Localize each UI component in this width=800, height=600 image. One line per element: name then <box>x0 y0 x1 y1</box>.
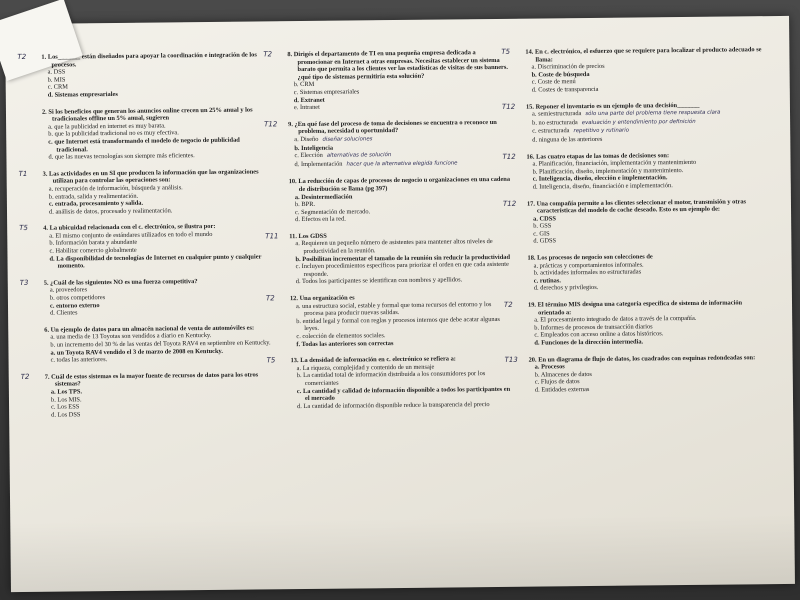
option-text: Incluyen procedimientos específicos para priorizar el orden en que cada asistente responde. <box>301 261 509 278</box>
option-letter: a. <box>531 110 537 118</box>
handwritten-topic-tag: T5 <box>19 224 28 233</box>
option-text: Planificación, diseño, implementación y mantenimiento. <box>538 166 684 176</box>
option-text: CRM <box>53 83 69 91</box>
option-letter: a. <box>49 232 54 240</box>
question-number: 4. <box>43 224 49 233</box>
option-letter: b. <box>533 222 539 230</box>
handwritten-topic-tag: T12 <box>501 102 516 111</box>
option-letter: a. <box>532 160 538 168</box>
option-text: entorno externo <box>56 301 100 310</box>
option-correct <box>528 337 766 347</box>
option-letter: e. <box>293 104 299 112</box>
option-text: Diseño <box>300 135 319 143</box>
option <box>527 181 765 191</box>
question-stem: Los GDSS <box>298 232 327 240</box>
question-stem: ¿En qué fase del proceso de toma de decisiones se encuentra o reconoce un problema, necesidad u oportunidad? <box>294 118 497 136</box>
question-number: 8. <box>287 51 293 59</box>
option-text: DSS <box>53 68 66 76</box>
option-text: Habilitar comercio globalmente <box>55 246 137 255</box>
option-text: Implementación <box>300 160 343 168</box>
handwritten-note: repetitivo y rutinario <box>573 127 630 135</box>
option-text: GIS <box>539 230 550 238</box>
option-text: Sistemas empresariales <box>54 90 118 99</box>
handwritten-note: evaluación y entendimiento por definición <box>581 118 696 126</box>
option-letter: c. <box>50 356 56 364</box>
option-text: Los TPS. <box>57 388 83 396</box>
column-middle <box>263 49 516 420</box>
option-text: Todas las anteriores son correctas <box>301 339 394 348</box>
option-text: GDSS <box>539 237 557 246</box>
option-letter: a. <box>294 135 299 144</box>
question-number: 15. <box>525 103 534 111</box>
question-stem: Cuál de estos sistemas es la mayor fuente de recursos de datos para los otros sistemas? <box>51 371 259 388</box>
option-text: Requieren un pequeño número de asistentes para mantener altos niveles de productividad en la reunión. <box>301 238 493 256</box>
option-text: Procesos <box>541 363 565 371</box>
question-block <box>265 293 513 348</box>
option-text: no estructurada <box>538 118 578 127</box>
option-text: entrada, procesamiento y salida. <box>54 199 144 208</box>
option-text: Segmentación de mercado. <box>301 207 371 216</box>
option-letter: d. <box>532 183 538 191</box>
question-stem: ¿Cuál de las siguientes NO es una fuerza competitiva? <box>50 277 198 287</box>
question-stem: En un diagrama de flujo de datos, los cuadrados con esquinas redondeadas son: <box>538 353 756 364</box>
question-number: 3. <box>42 170 48 178</box>
option <box>43 206 271 216</box>
option-letter: c. <box>48 200 54 208</box>
question-number: 11. <box>289 232 297 241</box>
option-letter: d. <box>51 411 56 419</box>
option-letter: c. <box>294 208 300 216</box>
option-correct <box>43 253 271 271</box>
option-letter: b. <box>532 119 537 127</box>
option-letter: c. <box>531 78 537 86</box>
question-block <box>17 51 269 99</box>
option-letter: a. <box>48 123 53 131</box>
option-letter: b. <box>294 144 300 152</box>
option-text: Todos los participantes se identifican con nombres y apellidos. <box>302 276 463 286</box>
option-letter: d. <box>533 238 539 246</box>
option <box>289 214 511 224</box>
question-number: 16. <box>526 153 535 161</box>
question-number: 2. <box>41 108 47 116</box>
option-letter: b. <box>48 193 54 201</box>
option <box>526 84 764 94</box>
question-stem: La ubicuidad relacionada con el c. electrónico, se ilustra por: <box>49 223 216 232</box>
option-text: La cantidad total de información distribuida a los consumidores por los comerciantes <box>303 370 486 387</box>
handwritten-topic-tag: T5 <box>501 47 511 56</box>
handwritten-topic-tag: T13 <box>504 355 518 364</box>
option-letter: a. <box>533 262 539 270</box>
option-text: La cantidad y calidad de información disponible a todos los participantes en el mercado <box>302 385 511 403</box>
question-number: 5. <box>43 279 49 287</box>
option-letter: b. <box>531 71 537 79</box>
option <box>288 159 510 170</box>
option-text: CRM <box>300 81 315 89</box>
option-text: Información barata y abundante <box>55 239 138 248</box>
handwritten-topic-tag: T12 <box>264 120 278 129</box>
option-text: Flujos de datos <box>540 378 580 386</box>
option-letter: a. <box>531 63 537 71</box>
question-number: 18. <box>527 254 536 262</box>
option-text: Coste de búsqueda <box>538 70 590 79</box>
option-text: estructurada <box>538 127 570 135</box>
question-stem: Si los beneficios que generan los anuncios online crecen un 25% anual y los tradicionales offline un 5% anual, sugieren <box>48 106 253 123</box>
question-stem: Una compañía permite a los clientes seleccionar el motor, transmisión y otras características del modelo de coche deseado. Esto es un ejemplo de: <box>536 197 747 215</box>
option-letter: c. <box>49 302 55 310</box>
option-text: GSS <box>539 222 552 230</box>
handwritten-topic-tag: T3 <box>19 278 29 287</box>
option-letter: b. <box>47 76 53 84</box>
question-number: 20. <box>528 356 537 364</box>
option-letter: b. <box>532 168 538 176</box>
option-text: que las nuevas tecnologías son siempre más eficientes. <box>54 152 195 161</box>
option-text: Clientes <box>56 309 78 317</box>
question-block <box>502 151 764 191</box>
option-text: Los ESS <box>57 403 80 411</box>
option-letter: a. <box>48 185 54 193</box>
option-text: proveedores <box>55 286 88 295</box>
question-number: 19. <box>527 301 537 309</box>
question-stem: La densidad de información en c. electrónico se refiera a: <box>300 355 456 365</box>
option-letter: f. <box>296 340 301 348</box>
question-number: 10. <box>288 178 297 186</box>
handwritten-topic-tag: T12 <box>502 152 516 161</box>
option-text: recuperación de información, búsqueda y análisis. <box>54 184 183 193</box>
option-letter: c. <box>47 84 53 92</box>
option <box>290 276 512 286</box>
option-letter: d. <box>48 153 54 161</box>
option-letter: d. <box>534 339 540 347</box>
option-letter: a. <box>534 363 540 371</box>
option-text: una media de 13 Toyotas son vendidos a diario en Kentucky. <box>56 332 212 342</box>
option-text: Inteligencia, diseño, elección e implementación. <box>538 174 668 183</box>
question-block <box>266 355 514 410</box>
question-block <box>264 118 510 170</box>
question-number: 1. <box>41 53 47 61</box>
question-block <box>502 197 765 246</box>
question-number: 6. <box>44 326 50 334</box>
option-letter: d. <box>48 208 54 216</box>
option-text: Planificación, financiación, implementación y mantenimiento <box>538 159 697 168</box>
option-letter: b. <box>296 372 302 380</box>
option-letter: b. <box>48 130 54 139</box>
option-letter: d. <box>532 136 538 144</box>
option-letter: b. <box>295 255 301 263</box>
option-letter: d. <box>533 284 539 293</box>
question-stem: Los procesos de negocio son colecciones de <box>537 253 653 262</box>
question-stem: Una organización es <box>299 294 355 303</box>
option-letter: c. <box>533 230 538 238</box>
option-text: Los DSS <box>57 411 81 419</box>
option-letter: a. <box>50 388 56 396</box>
option-letter: d. <box>297 402 302 410</box>
option-letter: a. <box>50 334 55 342</box>
option <box>291 401 513 411</box>
option <box>42 151 270 161</box>
option-letter: b. <box>293 81 299 89</box>
option-letter: d. <box>534 386 540 394</box>
option-text: Intranet <box>299 103 320 112</box>
option-text: Costes de transparencia <box>538 85 599 94</box>
option-text: análisis de datos, procesado y realimentación. <box>55 207 173 216</box>
option-text: derechos y privilegios. <box>540 284 599 292</box>
option-letter: c. <box>294 152 299 160</box>
option-letter: b. <box>50 396 56 404</box>
option-text: Extranet <box>300 96 325 104</box>
option-text: Los MIS. <box>57 395 82 404</box>
option-text: una estructura social, estable y formal que toma recursos del entorno y los procesa para producir nuevas salidas. <box>302 300 492 318</box>
option-letter: b. <box>50 341 56 349</box>
option-letter: c. <box>48 138 53 146</box>
handwritten-topic-tag: T5 <box>266 356 276 365</box>
option-letter: d. <box>49 255 55 263</box>
option-letter: d. <box>50 309 55 317</box>
question-block <box>289 176 511 224</box>
option-letter: c. <box>293 89 299 97</box>
option-letter: c. <box>532 175 538 183</box>
option-text: colección de elementos sociales. <box>302 332 386 341</box>
handwritten-topic-tag: T2 <box>20 372 30 381</box>
option <box>528 283 766 293</box>
question-text <box>287 49 509 82</box>
handwritten-note: sólo una parte del problema tiene respuesta clara <box>585 109 721 118</box>
option-letter: d. <box>531 86 537 94</box>
question-number: 7. <box>44 373 50 381</box>
option-letter: c. <box>296 387 302 395</box>
option-letter: d. <box>295 278 301 286</box>
option <box>527 236 765 246</box>
option-letter: d. <box>294 160 300 168</box>
option-letter: b. <box>534 371 540 379</box>
option-text: otros competidores <box>56 294 106 302</box>
option-letter: a. <box>295 302 301 310</box>
option-letter: c. <box>534 378 540 386</box>
option-text: Inteligencia, diseño, financiación e implementación. <box>539 182 673 191</box>
option <box>45 355 273 365</box>
option-text: entrada, salida y realimentación. <box>55 192 139 201</box>
question-number: 17. <box>526 200 535 208</box>
option-text: Coste de menú <box>537 78 576 86</box>
handwritten-topic-tag: T2 <box>17 52 27 61</box>
option-letter: a. <box>47 68 53 76</box>
question-block <box>19 223 271 271</box>
question-number: 9. <box>288 120 293 128</box>
question-stem: Los_______ están diseñados para apoyar la coordinación e integración de los procesos. <box>47 51 257 69</box>
question-block <box>20 371 273 419</box>
option-text: Funciones de la dirección intermedia. <box>541 338 644 347</box>
question-block <box>19 277 272 317</box>
option-text: Posibilitan incrementar el tamaño de la reunión sin reducir la productividad <box>302 253 511 263</box>
option-text: BPR. <box>301 200 316 209</box>
column-right <box>501 46 767 403</box>
option-text: Efectos en la red. <box>301 215 346 224</box>
option-text: CDSS <box>539 215 556 223</box>
option-letter: a. <box>296 364 302 372</box>
paper-shadow <box>10 514 795 592</box>
option-letter: c. <box>51 403 56 411</box>
option-letter: b. <box>294 201 300 209</box>
handwritten-topic-tag: T2 <box>263 50 273 59</box>
question-stem: Dirigés el departamento de TI en una pequeña empresa dedicada a promocionar en Internet a otras empresas. Necesitas establecer un sistema barato que permita a los clientes ver las estadísticas de visitas de sus banners. ¿qué tipo de sistemas permitiría esta solución? <box>293 49 508 81</box>
column-left <box>17 51 273 428</box>
option-letter: a. <box>50 349 56 357</box>
option-text: Desintermediación <box>301 192 353 201</box>
question-number: 14. <box>525 48 534 56</box>
question-stem: Reponer el inventario es un ejemplo de una decisión_______ <box>535 101 700 111</box>
question-block <box>263 49 510 112</box>
option-text: que la publicidad en internet es muy barata. <box>54 122 166 131</box>
option-text: todas las anteriores. <box>56 356 108 364</box>
option-letter: a. <box>295 240 300 248</box>
option-letter: a. <box>533 215 538 223</box>
option-text: semiestructurada <box>538 110 582 118</box>
handwritten-note: alternativas de solución <box>326 152 392 159</box>
option-text: Sistemas empresariales <box>299 88 360 97</box>
option-letter: c. <box>49 247 54 255</box>
question-stem: Las actividades en un SI que producen la información que las organizaciones utilizan para controlar las operaciones son: <box>48 168 259 185</box>
option-letter: d. <box>47 91 53 99</box>
option-correct <box>290 338 512 348</box>
option <box>45 409 273 419</box>
option-text: Elección <box>300 151 323 160</box>
option-text: La riqueza, complejidad y contenido de un mensaje <box>302 363 435 372</box>
question-block <box>18 168 271 216</box>
handwritten-topic-tag: T2 <box>503 300 513 309</box>
option-letter: a. <box>534 316 539 324</box>
option-text: Almacenes de datos <box>540 370 592 379</box>
option-text: Inteligencia <box>301 144 334 152</box>
option-text: que Internet está transformando el modelo de negocio de publicidad tradicional. <box>54 136 240 154</box>
option-text: La disponibilidad de tecnologías de Internet en cualquier punto y cualquier momento. <box>56 253 262 270</box>
option-letter: c. <box>295 263 301 271</box>
question-block <box>503 299 766 347</box>
question-stem: El término MIS designa una categoría específica de sistema de información orientado a: <box>537 299 743 317</box>
option-letter: a. <box>49 287 55 295</box>
handwritten-topic-tag: T2 <box>265 294 275 303</box>
option-text: Empleados con acceso online a datos históricos. <box>540 330 664 339</box>
option-text: Entidades externas <box>541 385 590 394</box>
option <box>526 134 764 144</box>
option-text: rutinas. <box>539 277 561 285</box>
option-letter: b. <box>534 324 540 332</box>
question-block <box>265 231 512 286</box>
question-stem: La reducción de capas de procesos de negocio u organizaciones en una cadena de distribución se llama (pg 397) <box>298 176 511 193</box>
option-letter: c. <box>532 127 537 135</box>
option-text: entidad legal y formal con reglas y procesos internos que debe acatar algunas leyes. <box>302 315 500 333</box>
option-letter: d. <box>293 96 300 104</box>
handwritten-topic-tag: T11 <box>265 232 279 241</box>
option-text: El procesamiento integrado de datos a través de la compañía. <box>540 315 697 324</box>
question-block <box>501 101 764 144</box>
option-text: actividades informales no estructuradas <box>540 268 642 277</box>
option-text: ninguna de las anteriores <box>538 135 603 144</box>
handwritten-topic-tag: T1 <box>18 169 28 178</box>
option <box>529 384 767 394</box>
option-text: un incremento del 30 % de las ventas del Toyota RAV4 en septiembre en Kentucky. <box>56 339 271 349</box>
option-text: MIS <box>54 76 66 84</box>
question-block <box>42 106 271 162</box>
handwritten-note: diseñar soluciones <box>322 136 373 143</box>
option-letter: c. <box>533 277 539 285</box>
option-letter: b. <box>533 269 539 277</box>
question-block <box>44 324 272 364</box>
option-letter: c. <box>296 333 301 341</box>
option-text: Informes de procesos de transacción diarios <box>540 323 653 332</box>
option-text: El mismo conjunto de estándares utilizados en todo el mundo <box>55 230 213 240</box>
handwritten-note: hacer que la alternativa elegida funcione <box>346 160 458 168</box>
option-letter: c. <box>534 331 539 340</box>
option-text: un Toyota RAV4 vendido el 3 de marzo de 2008 en Kentucky. <box>56 347 223 357</box>
exam-sheet <box>5 16 795 592</box>
option-correct <box>42 89 270 99</box>
option-text: que la publicidad tradicional no es muy efectiva. <box>54 129 179 138</box>
question-number: 12. <box>289 295 298 303</box>
option-text: prácticas y comportamientos informales. <box>539 261 644 270</box>
option-letter: b. <box>49 240 55 248</box>
question-stem: En c. electrónico, el esfuerzo que se requiere para localizar el producto adecuado se llama: <box>534 46 762 64</box>
option-text: La cantidad de información disponible reduce la transparencia del precio <box>303 400 490 410</box>
question-block <box>504 353 767 394</box>
question-stem: Un ejemplo de datos para un almacén nacional de venta de automóviles es: <box>50 324 255 334</box>
option-letter: d. <box>295 216 300 224</box>
question-stem: Las cuatro etapas de las tomas de decisiones son: <box>536 151 670 161</box>
question-number: 13. <box>290 357 299 365</box>
option-letter: b. <box>296 317 302 325</box>
question-block <box>527 252 765 292</box>
option-text: Discriminación de precios <box>537 63 605 71</box>
option-letter: b. <box>49 294 55 302</box>
question-block <box>501 46 763 94</box>
handwritten-topic-tag: T12 <box>502 199 517 208</box>
option-letter: a. <box>294 193 300 201</box>
